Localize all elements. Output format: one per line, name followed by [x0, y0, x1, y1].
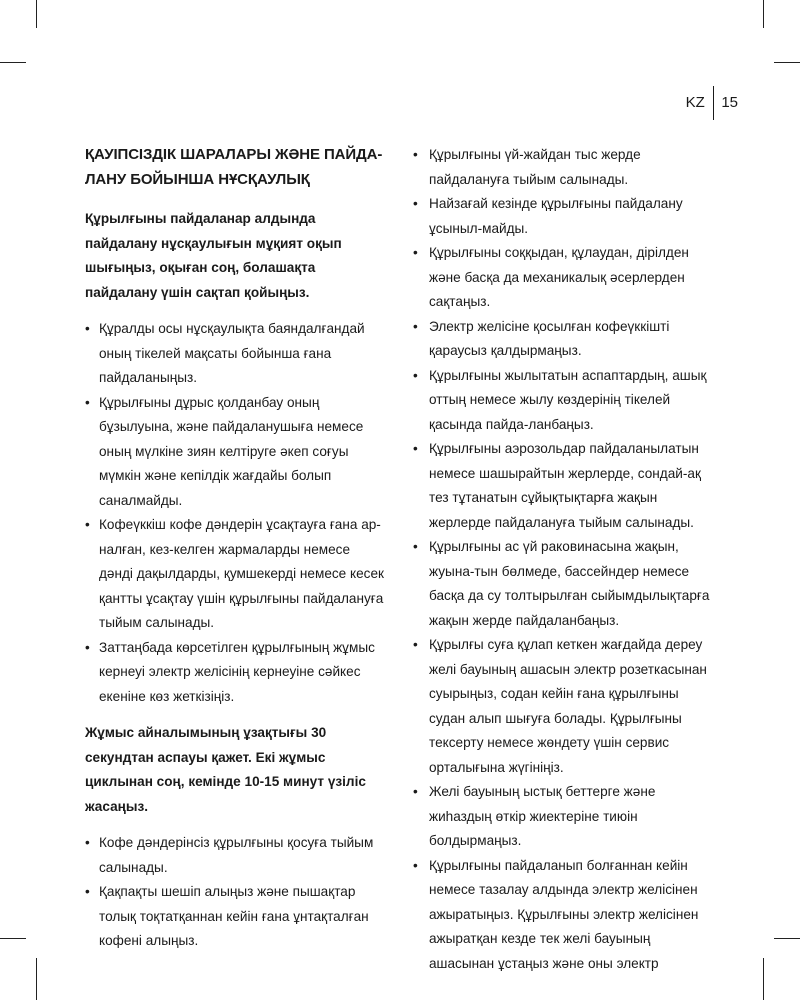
crop-mark	[0, 62, 26, 63]
list-item: • Құрылғыны пайдаланып болғаннан кейін немесе тазалау алдында электр желісінен ажыратыңыз. Құрылғыны электр желісінен ажыратқан кезде тек желі бауының ашасынан ұстаңыз және оны электр	[413, 854, 718, 977]
bullet-icon: •	[85, 884, 90, 899]
list-item: • Қақпақты шешіп алыңыз және пышақтар толық тоқтатқаннан кейін ғана ұнтақталған кофені алыңыз.	[85, 880, 385, 954]
bullet-icon: •	[413, 196, 418, 211]
bullet-icon: •	[413, 318, 418, 334]
bullet-list	[85, 317, 385, 709]
bullet-icon: •	[413, 441, 418, 456]
bullet-icon: •	[85, 321, 90, 336]
page-number: 15	[721, 94, 738, 111]
bullet-icon: •	[413, 539, 418, 554]
intro-paragraph: Құрылғыны пайдаланар алдында пайдалану нұсқаулығын мұқият оқып шығыңыз, оқыған соң, болашақта пайдалану үшін сақтап қойыңыз.	[85, 211, 342, 300]
list-item: • Құрылғыны үй-жайдан тыс жерде пайдалануға тыйым салынады.	[413, 143, 718, 192]
list-item: • Желі бауының ыстық беттерге және жиһаздың өткір жиектеріне тиюін болдырмаңыз.	[413, 780, 718, 854]
bullet-icon: •	[413, 637, 418, 652]
bullet-icon: •	[85, 835, 90, 850]
list-item: • Кофе дәндерінсіз құрылғыны қосуға тыйым салынады.	[85, 831, 385, 880]
list-item: • Құрылғыны жылытатын аспаптардың, ашық оттың немесе жылу көздерінің тікелей қасында пайда-ланбаңыз.	[413, 364, 718, 438]
bullet-list	[413, 143, 718, 976]
list-item: • Құрылғыны ас үй раковинасына жақын, жуына-тын бөлмеде, бассейндер немесе басқа да су толтырылған сыйымдылықтарға жақын жерде пайдаланбаңыз.	[413, 535, 718, 633]
bullet-list	[85, 831, 385, 954]
crop-mark	[36, 958, 37, 1000]
bullet-icon: •	[85, 639, 90, 655]
crop-mark	[763, 958, 764, 1000]
language-code: KZ	[685, 94, 705, 111]
list-item: • Электр желісіне қосылған кофеүккішті қараусыз қалдырмаңыз.	[413, 315, 718, 364]
crop-mark	[36, 0, 37, 28]
list-item: • Құрылғыны соққыдан, құлаудан, дірілден және басқа да механикалық әсерлерден сақтаңыз.	[413, 241, 718, 315]
crop-mark	[774, 62, 800, 63]
bullet-icon: •	[413, 857, 418, 873]
bullet-icon: •	[413, 245, 418, 260]
bullet-icon: •	[85, 394, 90, 410]
crop-mark	[0, 938, 26, 939]
list-item: • Құрылғы суға құлап кеткен жағдайда дереу желі бауының ашасын электр розеткасынан суырыңыз, содан кейін ғана құрылғыны судан алып шығуға болады. Құрылғыны тексерту немесе жөндету үшін сервис орталығына жүгініңіз.	[413, 633, 718, 780]
crop-mark	[763, 0, 764, 28]
right-column	[413, 143, 718, 988]
section-title: ҚАУІПСІЗДІК ШАРАЛАРЫ ЖӘНЕ ПАЙДА-ЛАНУ БОЙЫНША НҰСҚАУЛЫҚ	[85, 146, 383, 188]
warning-paragraph: Жұмыс айналымының ұзақтығы 30 секундтан аспауы қажет. Екі жұмыс циклынан соң, кемінде 10-15 минут үзіліс жасаңыз.	[85, 725, 366, 814]
bullet-icon: •	[413, 784, 418, 799]
bullet-icon: •	[413, 147, 418, 162]
page-header	[686, 92, 738, 120]
list-item: • Құрылғыны дұрыс қолданбау оның бұзылуына, және пайдаланушыға немесе оның мүлкіне зиян келтіруге әкеп соғуы мүмкін және кепілдік жағдайы болып саналмайды.	[85, 391, 385, 514]
bullet-icon: •	[413, 367, 418, 383]
list-item: • Құралды осы нұсқаулықта баяндалғандай оның тікелей мақсаты бойынша ғана пайдаланыңыз.	[85, 317, 385, 391]
list-item: • Құрылғыны аэрозольдар пайдаланылатын немесе шашырайтын жерлерде, сондай-ақ тез тұтанатын сұйықтықтарға жақын жерлерде пайдалануға тыйым салынады.	[413, 437, 718, 535]
list-item: • Кофеүккіш кофе дәндерін ұсақтауға ғана ар-налған, кез-келген жармаларды немесе дәнді дақылдарды, қумшекерді немесе кесек қантты ұсақтау үшін құрылғыны пайдалануға тыйым салынады.	[85, 513, 385, 636]
list-item: • Найзағай кезінде құрылғыны пайдалану ұсыныл-майды.	[413, 192, 718, 241]
left-column	[85, 142, 385, 966]
list-item: • Заттаңбада көрсетілген құрылғының жұмыс кернеуі электр желісінің кернеуіне сәйкес екеніне көз жеткізіңіз.	[85, 636, 385, 710]
crop-mark	[774, 938, 800, 939]
bullet-icon: •	[85, 517, 90, 532]
